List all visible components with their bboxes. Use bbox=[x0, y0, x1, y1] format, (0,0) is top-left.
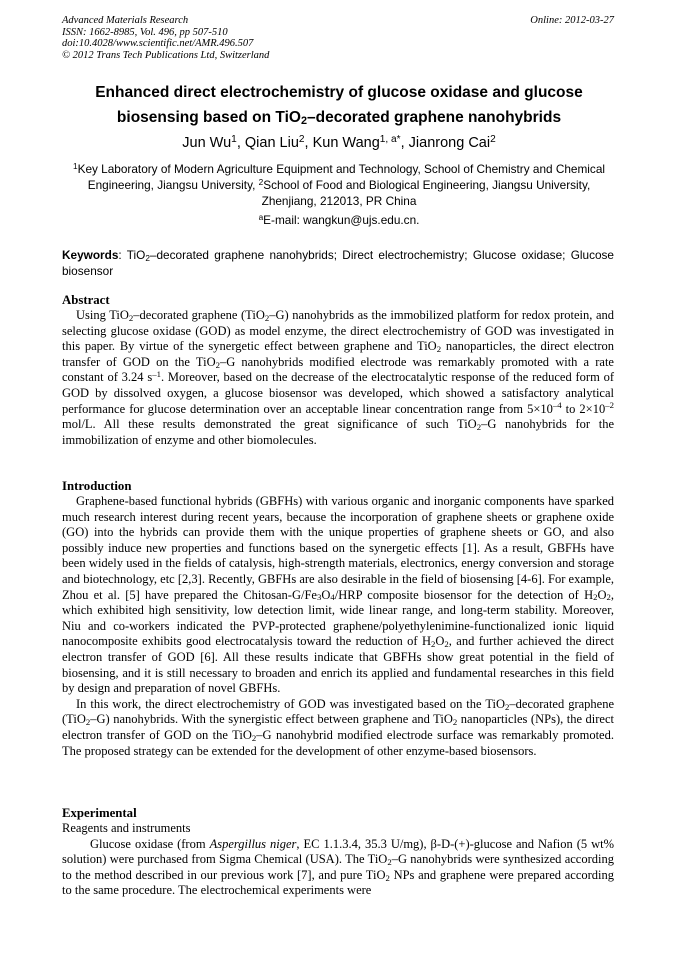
journal-name: Advanced Materials Research bbox=[62, 15, 189, 26]
author-affil-mark: 1 bbox=[231, 133, 237, 145]
introduction-paragraph: Graphene-based functional hybrids (GBFHs) with various organic and inorganic components have sparked much research interest during recent years, because the incorporation of graphene sheets or graphene oxide (GO) into the hybrids can provide them with the unique properties of graphene sheets or GO, and also possibly induce new properties and functions based on the synergetic effects [1]. As a result, GBFHs have been widely used in the fields of catalysis, high-strength materials, electronics, energy conversion and storage and biotechnology, etc [2,3]. Recently, GBFHs are also desirable in the field of biosensing [4-6]. For example, Zhou et al. [5] have prepared the Chitosan-$G/Fe_3O_4$/HRP composite biosensor for the detection of $H_2O_2$, which exhibited high sensitivity, low detection limit, wide linear range, and long-term stability. Moreover, Niu and co-workers indicated the PVP-protected graphene/polyethylenimine-functionalized ionic liquid nanocomposite exhibits good electrocatalysis toward the reduction of $H_2O_2$, and further achieved the direct electron transfer of GOD [6]. All these results indicate that GBFHs show great potential in the field of biosensing, and it is still necessary to broaden and enrich its applied and fundamental researches in this field by design and preparation of novel GBFHs. bbox=[62, 494, 615, 696]
keywords-subscript: 2 bbox=[145, 253, 150, 263]
author-name: Qian Liu bbox=[244, 135, 299, 151]
email-text[interactable]: E-mail: wangkun@ujs.edu.cn. bbox=[263, 213, 420, 227]
title-line-2 bbox=[40, 105, 638, 130]
keywords bbox=[62, 248, 614, 279]
affil-text: School of Food and Biological Engineering, Jiangsu University, Zhenjiang, 212013, PR China bbox=[261, 178, 591, 208]
doi: doi:10.4028/www.scientific.net/AMR.496.507 bbox=[62, 38, 254, 49]
keywords-text: : TiO bbox=[118, 248, 146, 262]
introduction-heading: Introduction bbox=[62, 479, 132, 493]
title-text: biosensing based on TiO bbox=[116, 109, 301, 126]
abstract-section bbox=[62, 292, 614, 448]
affil-mark: 1 bbox=[72, 161, 78, 171]
author-affil-mark: 1, a* bbox=[379, 133, 401, 145]
issn: ISSN: 1662-8985, Vol. 496, pp 507-510 bbox=[62, 26, 228, 38]
journal-header bbox=[62, 15, 614, 61]
affiliations bbox=[62, 161, 616, 209]
copyright: © 2012 Trans Tech Publications Ltd, Switzerland bbox=[62, 49, 270, 61]
contact-email bbox=[40, 213, 638, 227]
abstract-heading: Abstract bbox=[62, 293, 110, 307]
experimental-heading: Experimental bbox=[62, 806, 137, 820]
author-name: Kun Wang bbox=[312, 135, 380, 151]
keywords-text: –decorated graphene nanohybrids; Direct electrochemistry; Glucose oxidase; Glucose biosensor bbox=[62, 248, 614, 278]
keywords-label: Keywords bbox=[62, 248, 119, 262]
title-subscript: 2 bbox=[300, 115, 307, 128]
author-affil-mark: 2 bbox=[298, 133, 305, 145]
experimental-paragraph: Glucose oxidase (from Aspergillus niger, EC 1.1.3.4, 35.3 U/mg), β-D-(+)-glucose and Nafion (5 wt% solution) were purchased from Sigma Chemical (USA). The TiO$_2$–G nanohybrids were synthesized according to the method described in our previous work [7], and pure TiO$_2$ NPs and graphene were prepared according to the same procedure. The electrochemical experiments were bbox=[62, 836, 615, 898]
abstract-paragraph: Using TiO$_2$–decorated graphene (TiO$_2$–G) nanohybrids as the immobilized platform for redox protein, and selecting glucose oxidase (GOD) as model enzyme, the direct electrochemistry of GOD was investigated in this paper. By virtue of the synergetic effect between graphene and TiO$_2$ nanoparticles, the direct electron transfer of GOD on the TiO$_2$–G nanohybrids modified electrode was remarkably promoted with a rate constant of 3.24 $s^{-1}$. Moreover, based on the decrease of the electrocatalytic response of the reduced form of GOD by dissolved oxygen, a glucose biosensor was developed, which showed a satisfactory analytical performance for glucose determination over an acceptable linear concentration range from $5\times 10^{-4}$ to $2\times 10^{-2}$ mol/L. All these results demonstrated the great significance of such TiO$_2$–G nanohybrids for the immobilization of enzyme and other biomolecules. bbox=[62, 308, 615, 447]
title-line-1: Enhanced direct electrochemistry of glucose oxidase and glucose bbox=[95, 84, 583, 101]
paper-title bbox=[40, 80, 638, 130]
introduction-section bbox=[62, 478, 614, 759]
online-date: Online: 2012-03-27 bbox=[530, 15, 614, 26]
introduction-paragraph: In this work, the direct electrochemistry of GOD was investigated based on the TiO$_2$–decorated graphene (TiO$_2$–G) nanohybrids. With the synergistic effect between graphene and TiO$_2$ nanoparticles (NPs), the direct electron transfer of GOD on the TiO$_2$–G nanohybrid modified electrode surface was remarkably promoted. The proposed strategy can be extended for the development of other enzyme-based biosensors. bbox=[62, 696, 614, 758]
author-affil-mark: 2 bbox=[490, 133, 496, 145]
author-list: Jun Wu$^1$, Qian Liu$^2$, Kun Wang$^{1, a*}$, Jianrong Cai$^2$ bbox=[182, 133, 496, 151]
affil-mark: 2 bbox=[258, 177, 264, 187]
title-text: –decorated graphene nanohybrids bbox=[306, 109, 562, 126]
affil-text: Key Laboratory of Modern Agriculture Equipment and Technology, School of Chemistry and Chemical Engineering, Jiangsu University, bbox=[77, 162, 606, 192]
experimental-section bbox=[62, 805, 614, 899]
author-name: Jianrong Cai bbox=[408, 135, 491, 151]
experimental-subheading: Reagents and instruments bbox=[62, 821, 191, 835]
author-name: Jun Wu bbox=[182, 135, 232, 151]
email-mark: a bbox=[258, 212, 264, 222]
